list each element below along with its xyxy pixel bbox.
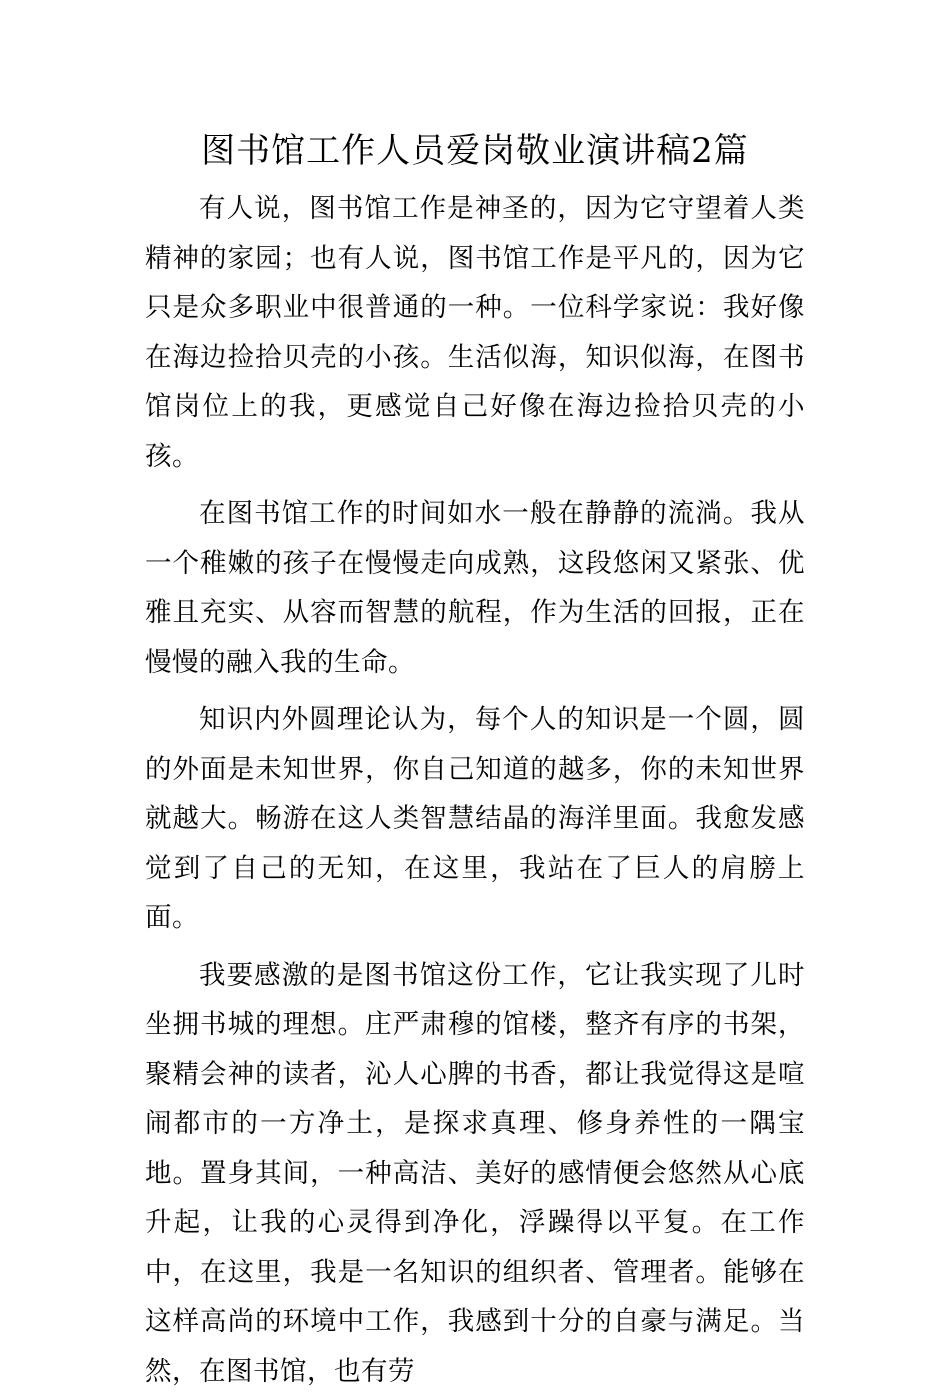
paragraph-2: 在图书馆工作的时间如水一般在静静的流淌。我从一个稚嫩的孩子在慢慢走向成熟，这段悠闲又紧张、优雅且充实、从容而智慧的航程，作为生活的回报，正在慢慢的融入我的生命。 — [145, 489, 805, 687]
paragraph-1: 有人说，图书馆工作是神圣的，因为它守望着人类精神的家园；也有人说，图书馆工作是平凡的，因为它只是众多职业中很普通的一种。一位科学家说：我好像在海边捡拾贝壳的小孩。生活似海，知识似海，在图书馆岗位上的我，更感觉自己好像在海边捡拾贝壳的小孩。 — [145, 184, 805, 481]
document-title: 图书馆工作人员爱岗敬业演讲稿2篇 — [145, 128, 805, 174]
paragraph-4: 我要感激的是图书馆这份工作，它让我实现了儿时坐拥书城的理想。庄严肃穆的馆楼，整齐有序的书架，聚精会神的读者，沁人心脾的书香，都让我觉得这是喧闹都市的一方净土，是探求真理、修身养性的一隅宝地。置身其间，一种高洁、美好的感情便会悠然从心底升起，让我的心灵得到净化，浮躁得以平复。在工作中，在这里，我是一名知识的组织者、管理者。能够在这样高尚的环境中工作，我感到十分的自豪与满足。当然，在图书馆，也有劳 — [145, 951, 805, 1396]
paragraph-3: 知识内外圆理论认为，每个人的知识是一个圆，圆的外面是未知世界，你自己知道的越多，你的未知世界就越大。畅游在这人类智慧结晶的海洋里面。我愈发感觉到了自己的无知，在这里，我站在了巨人的肩膀上面。 — [145, 695, 805, 943]
